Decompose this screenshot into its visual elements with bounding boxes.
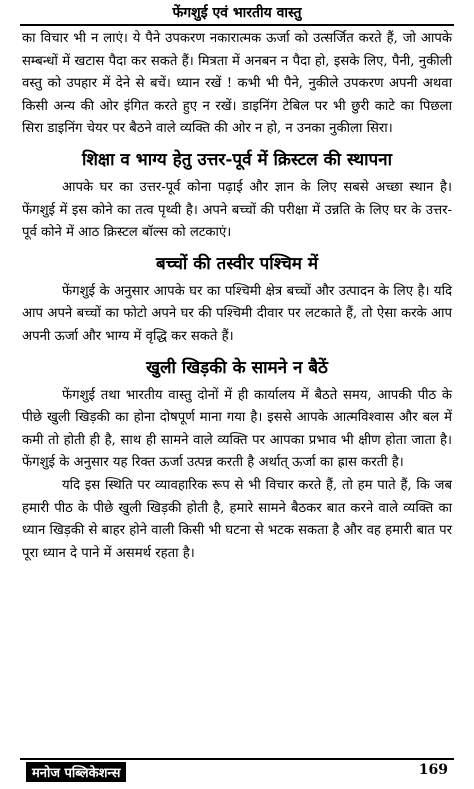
paragraph: फेंगशुई के अनुसार आपके घर का पश्चिमी क्षेत्र बच्चों और उत्पादन के लिए है। यदि आप अपने बच्चों का फोटो अपने घर की पश्चिमी दीवार पर लटकाते हैं, तो ऐसा करके आप अपनी ऊर्जा और भाग्य में वृद्धि कर सकते हैं। bbox=[22, 283, 452, 344]
page-body bbox=[22, 28, 452, 565]
paragraph: का विचार भी न लाएं। ये पैने उपकरण नकारात्मक ऊर्जा को उत्सर्जित करते हैं, जो आपके सम्बन्धों में खटास पैदा कर सकते हैं। मित्रता में अनबन न पैदा हो, इसके लिए, पैनी, नुकीली वस्तु को उपहार में देने से बचें। ध्यान रखें ! कभी भी पैने, नुकीले उपकरण अपनी अथवा किसी अन्य की ओर इंगित करते हुए न रखें। डाइनिंग टेबिल पर भी छुरी काटे का पिछला सिरा डाइनिंग चेयर पर बैठने वाले व्यक्ति की ओर न हो, न उनका नुकीला सिरा। bbox=[22, 31, 452, 137]
page-header bbox=[20, 2, 454, 26]
publisher-name: मनोज पब्लिकेशन्स bbox=[26, 762, 126, 782]
page-footer bbox=[20, 758, 454, 786]
section-heading: खुली खिड़की के सामने न बैठें bbox=[146, 357, 328, 378]
paragraph: यदि इस स्थिति पर व्यावहारिक रूप से भी विचार करते हैं, तो हम पाते हैं, कि जब हमारी पीठ के पीछे खुली खिड़की होती है, हमारे सामने बैठकर बात करने वाले व्यक्ति का ध्यान खिड़की से बाहर होने वाली किसी भी घटना से भटक सकता है और वह हमारी बात पर पूरा ध्यान दे पाने में असमर्थ रहता है। bbox=[22, 477, 452, 561]
section-heading: शिक्षा व भाग्य हेतु उत्तर-पूर्व में क्रिस्टल की स्थापना bbox=[81, 149, 393, 170]
page-header-title: फेंगशुई एवं भारतीय वास्तु bbox=[172, 5, 302, 21]
paragraph: आपके घर का उत्तर-पूर्व कोना पढ़ाई और ज्ञान के लिए सबसे अच्छा स्थान है। फेंगशुई में इस कोने का तत्व पृथ्वी है। अपने बच्चों की परीक्षा में उन्नति के लिए घर के उत्तर-पूर्व कोने में आठ क्रिस्टल बॉल्स को लटकाएं। bbox=[22, 179, 452, 241]
paragraph: फेंगशुई तथा भारतीय वास्तु दोनों में ही कार्यालय में बैठते समय, आपकी पीठ के पीछे खुली खिड़की का होना दोषपूर्ण माना गया है। इससे आपके आत्मविश्वास और बल में कमी तो होती ही है, साथ ही सामने वाले व्यक्ति पर आपका प्रभाव भी क्षीण होता जाता है। फेंगशुई के अनुसार यह रिक्त ऊर्जा उत्पन्न करती है अर्थात् ऊर्जा का ह्रास करती है। bbox=[22, 387, 452, 471]
section-heading: बच्चों की तस्वीर पश्चिम में bbox=[156, 253, 318, 274]
page-number: 169 bbox=[418, 762, 448, 778]
